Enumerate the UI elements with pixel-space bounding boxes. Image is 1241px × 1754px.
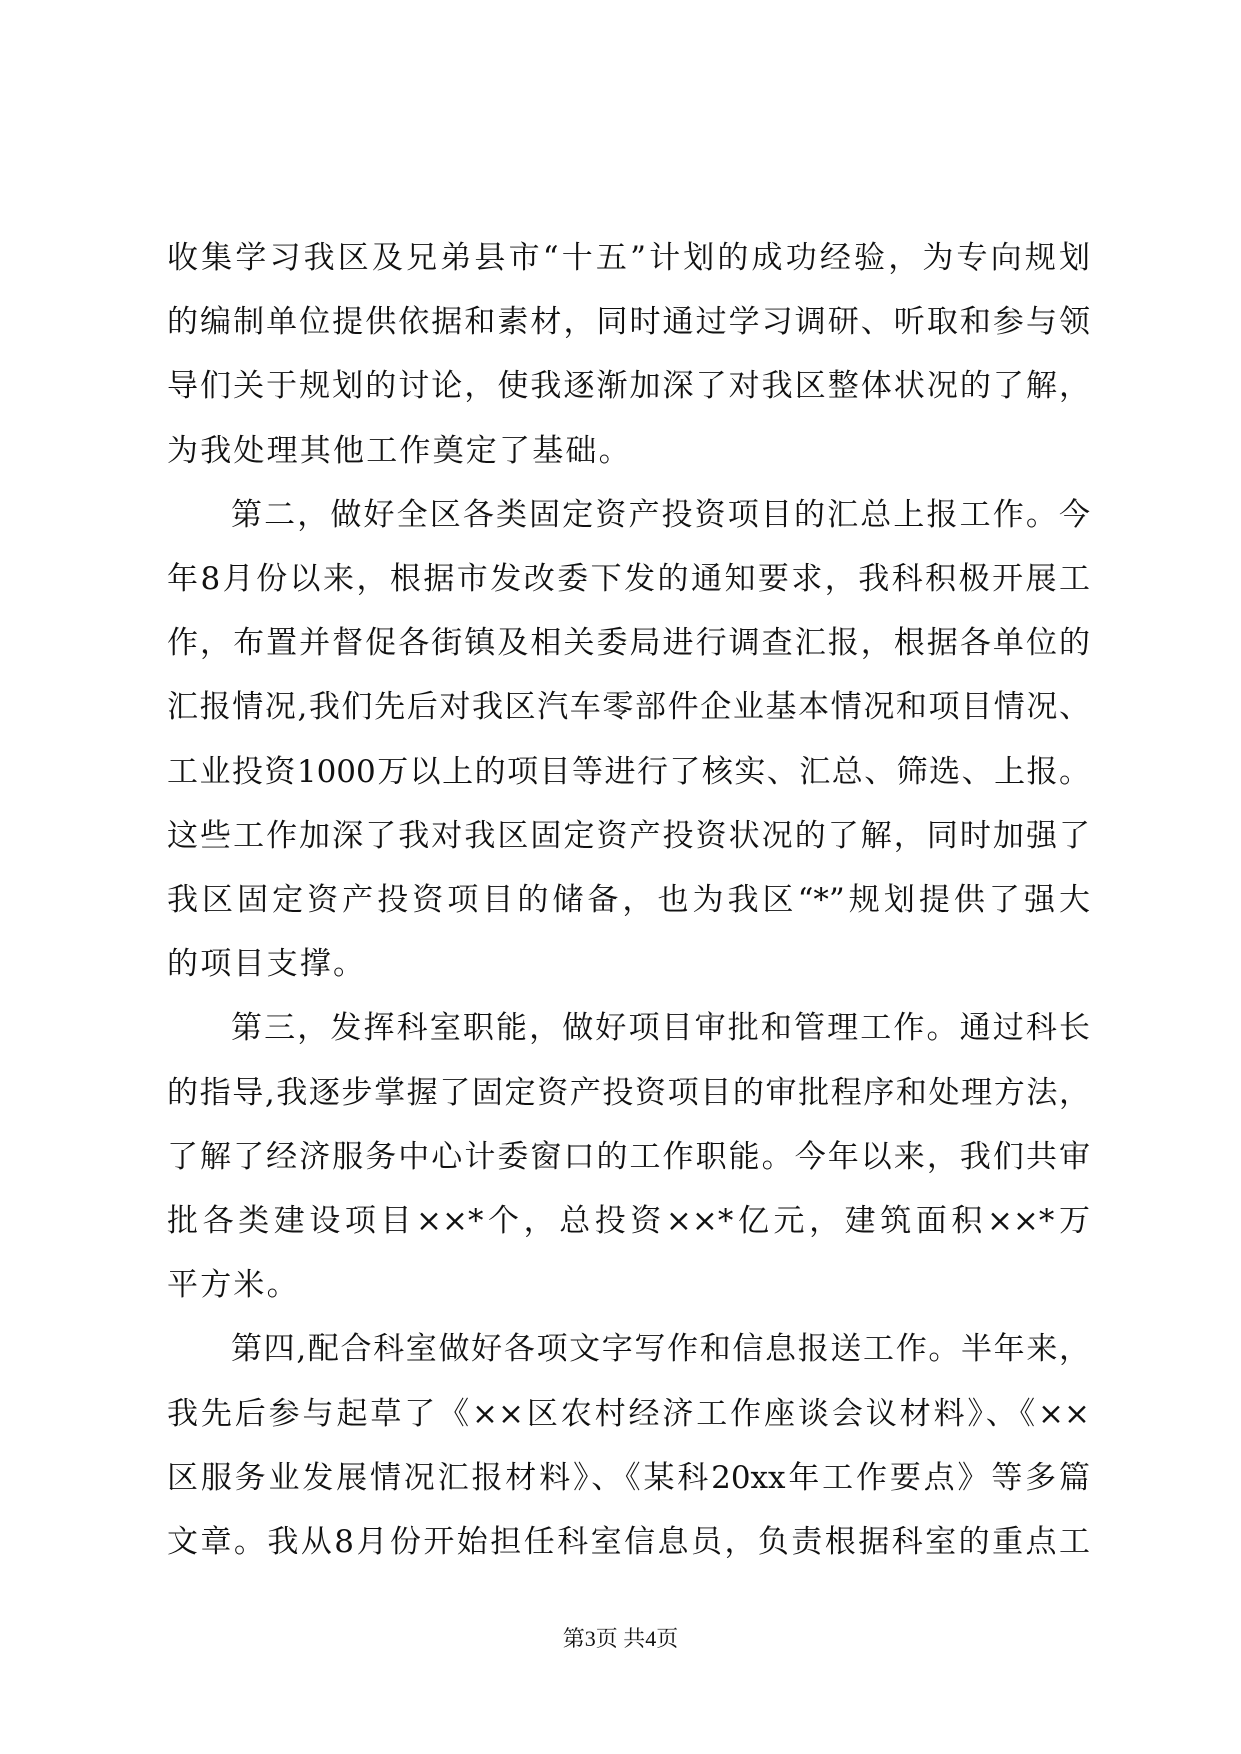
text-line: 我先后参与起草了《××区农村经济工作座谈会议材料》、《××	[167, 1395, 1090, 1432]
text-line: 汇报情况,我们先后对我区汽车零部件企业基本情况和项目情况、	[167, 689, 1090, 726]
text-line: 平方米。	[167, 1267, 300, 1304]
text-line: 区服务业发展情况汇报材料》、《某科20xx年工作要点》等多篇	[167, 1459, 1090, 1496]
text-line: 文章。我从8月份开始担任科室信息员，负责根据科室的重点工	[167, 1524, 1090, 1560]
text-line: 收集学习我区及兄弟县市“十五”计划的成功经验，为专向规划	[167, 240, 1090, 276]
text-line: 了解了经济服务中心计委窗口的工作职能。今年以来，我们共审	[167, 1138, 1090, 1175]
text-line: 我区固定资产投资项目的储备，也为我区“*”规划提供了强大	[167, 882, 1090, 918]
text-line: 导们关于规划的讨论，使我逐渐加深了对我区整体状况的了解，	[167, 368, 1090, 405]
text-line: 的指导,我逐步掌握了固定资产投资项目的审批程序和处理方法，	[167, 1074, 1090, 1111]
text-line: 第三，发挥科室职能，做好项目审批和管理工作。通过科长	[231, 1010, 1090, 1047]
text-line: 的项目支撑。	[167, 946, 367, 983]
text-line: 年8月份以来，根据市发改委下发的通知要求，我科积极开展工	[167, 561, 1090, 597]
text-line: 批各类建设项目××*个，总投资××*亿元，建筑面积××*万	[167, 1203, 1090, 1239]
text-line: 作，布置并督促各街镇及相关委局进行调查汇报，根据各单位的	[167, 625, 1090, 662]
text-line: 的编制单位提供依据和素材，同时通过学习调研、听取和参与领	[167, 304, 1090, 341]
text-line: 为我处理其他工作奠定了基础。	[167, 432, 632, 469]
text-line: 第四,配合科室做好各项文字写作和信息报送工作。半年来，	[231, 1331, 1090, 1368]
text-line: 这些工作加深了我对我区固定资产投资状况的了解，同时加强了	[167, 817, 1090, 854]
text-line: 第二，做好全区各类固定资产投资项目的汇总上报工作。今	[231, 496, 1090, 533]
page-number-footer: 第3页 共4页	[562, 1626, 679, 1651]
text-line: 工业投资1000万以上的项目等进行了核实、汇总、筛选、上报。	[167, 753, 1090, 790]
